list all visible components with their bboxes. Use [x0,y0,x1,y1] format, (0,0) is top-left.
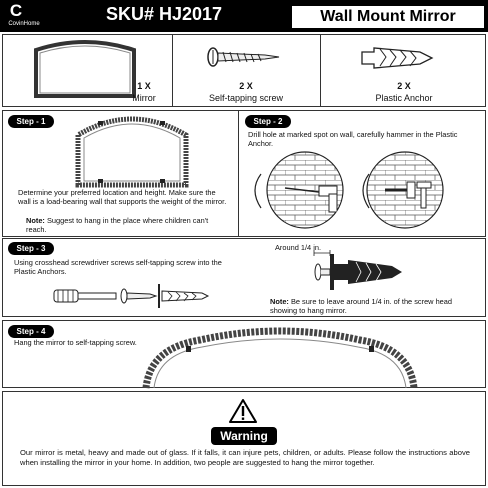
sku-label: SKU# HJ2017 [106,4,223,24]
note-text: Suggest to hang in the place where children can't reach. [26,216,209,234]
warning-text: Our mirror is metal, heavy and made out of glass. If it falls, it can injure pets, children, or adults. Please follow the instructions above when installing the mirror in your home. In addition, two people are suggested to hang the mirror together. [20,448,470,467]
drill-wall-illustration [245,150,483,232]
step-1-text: Determine your preferred location and height. Make sure the wall is a load-bearing wall that supports the weight of the mirror. [18,188,227,206]
part-count-mirror: 1 X [137,81,151,91]
step-3-note [270,297,480,315]
divider [172,34,173,107]
screw-in-anchor-illustration [300,248,410,292]
screw-gap-measure: Around 1/4 in. [275,243,322,252]
mirror-frame-illustration [72,113,192,189]
part-count-screw: 2 X [239,81,253,91]
divider [238,110,239,237]
part-name-screw: Self-tapping screw [208,93,284,103]
step-1-badge: Step - 1 [8,115,54,128]
mirror-hanging-illustration [140,328,420,388]
page-title: Wall Mount Mirror [292,6,484,28]
warning-triangle-icon [228,398,258,424]
note-label: Note: [270,297,289,306]
note-text: Be sure to leave around 1/4 in. of the screw head showing to hang mirror. [270,297,453,315]
part-name-mirror: Mirror [132,93,156,103]
screw-icon [205,44,285,70]
warning-title: Warning [211,427,277,445]
step-2-badge: Step - 2 [245,115,291,128]
step-3-text: Using crosshead screwdriver screws self-tapping screw into the Plastic Anchors. [14,258,222,276]
part-count-anchor: 2 X [397,81,411,91]
note-label: Note: [26,216,45,225]
step-3-badge: Step - 3 [8,242,54,255]
step-4-text: Hang the mirror to self-tapping screw. [14,338,137,347]
step-4-badge: Step - 4 [8,325,54,338]
plastic-anchor-icon [360,40,440,76]
step-1-note [26,216,226,234]
brand-logo: C [9,1,23,20]
brand-name: CovinHome [8,21,40,27]
divider [320,34,321,107]
part-name-anchor: Plastic Anchor [375,93,433,103]
step-2-text: Drill hole at marked spot on wall, carefully hammer in the Plastic Anchor. [248,130,458,148]
screwdriver-illustration [52,282,212,310]
